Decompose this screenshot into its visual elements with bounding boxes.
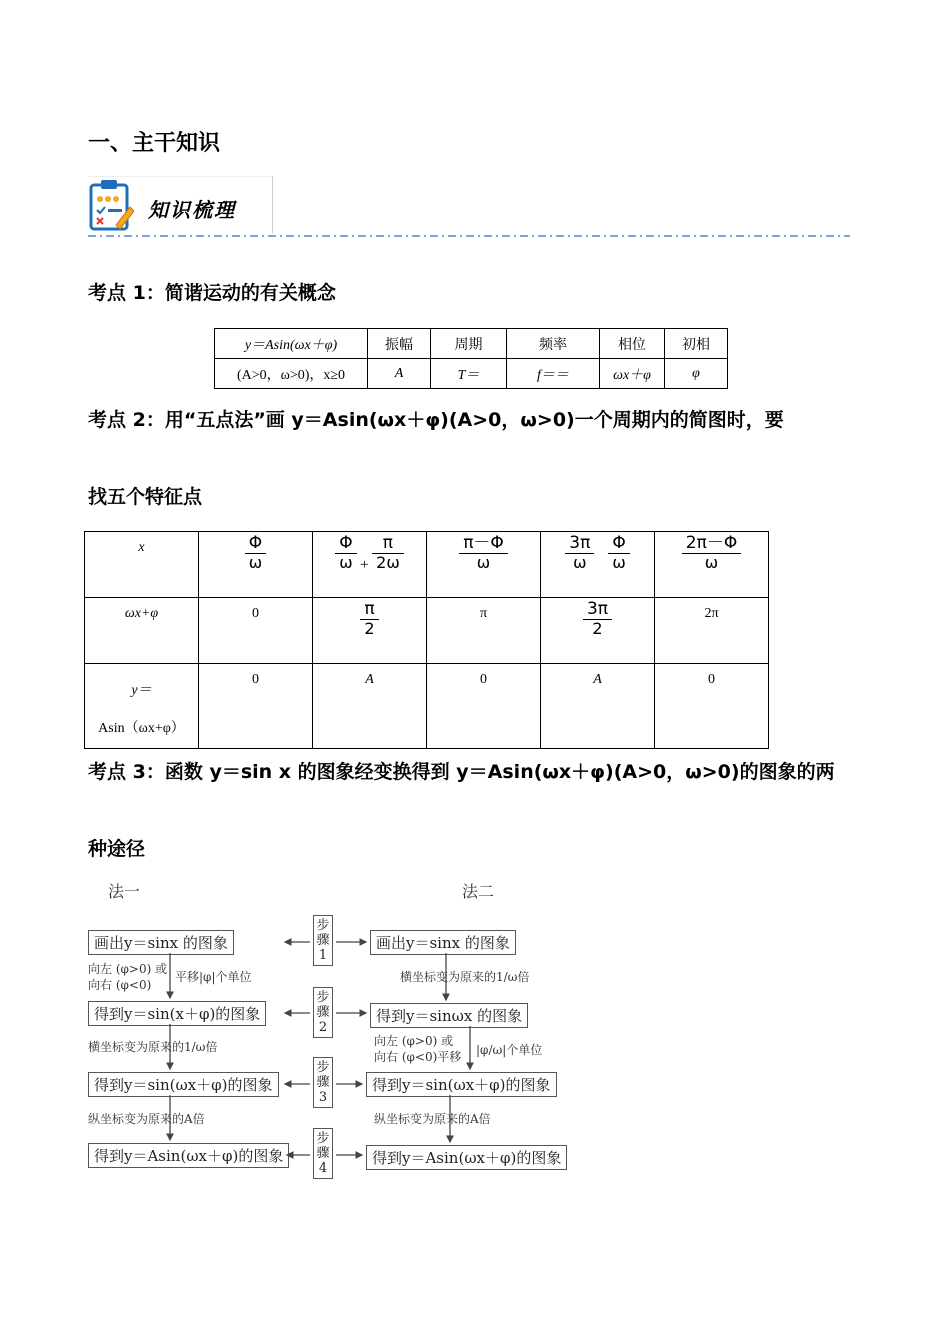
left-note-3: 平移|φ|个单位 [175,970,252,984]
step-4: 步骤4 [313,1128,333,1179]
section-title: 一、主干知识 [88,131,221,156]
x-cell-5: $\frac{2\pi-\Phi}{\omega}$ [655,532,769,598]
phase-cell-2: $\frac{\pi}{2}$ [313,598,427,664]
x-cell-1: $\frac{\Phi}{\omega}$ [199,532,313,598]
header-period: 周期 [431,329,507,359]
step-3: 步骤3 [313,1057,333,1108]
left-box-1: 画出y＝sinx 的图象 [88,930,234,955]
kp3-line1: 考点 3：函数 y＝sin x 的图象经变换得到 y＝Asin(ωx＋φ)(A>0，ω>0)的图象的两 [88,761,835,783]
kp1-title: 考点 1：简谐运动的有关概念 [88,282,336,304]
phase-cell-1: 0 [199,598,313,664]
banner-divider [88,233,850,239]
kp3-line2: 种途径 [88,838,146,860]
right-note-1: 横坐标变为原来的1/ω倍 [400,970,530,984]
header-amplitude: 振幅 [368,329,431,359]
y-cell-5: 0 [655,664,769,749]
y-cell-4: A [541,664,655,749]
right-box-2: 得到y＝sinωx 的图象 [370,1003,528,1028]
left-note-5: 纵坐标变为原来的A倍 [88,1112,205,1126]
x-cell-3: $\frac{\pi-\Phi}{\omega}$ [427,532,541,598]
step-1: 步骤1 [313,915,333,966]
x-cell-4: $\frac{3\pi}{\omega}$ $\frac{\Phi}{\omega}$ [541,532,655,598]
row-x-label: x [85,532,199,598]
formula-cell: y＝Asin(ωx＋φ) [215,329,368,359]
right-note-3: 向右 (φ<0)平移 [374,1050,462,1064]
value-period: T＝ [431,359,507,389]
value-frequency: f＝＝ [507,359,600,389]
y-cell-3: 0 [427,664,541,749]
row-y-label: y＝ Asin（ωx+φ） [85,664,199,749]
phase-cell-3: π [427,598,541,664]
right-note-4: |φ/ω|个单位 [476,1043,543,1057]
five-point-table [84,531,769,749]
condition-cell: (A>0，ω>0)，x≥0 [215,359,368,389]
left-note-2: 向右 (φ<0) [88,978,152,992]
row-phase-label: ωx+φ [85,598,199,664]
phase-cell-4: $\frac{3\pi}{2}$ [541,598,655,664]
right-box-4: 得到y＝Asin(ωx＋φ)的图象 [366,1145,567,1170]
step-2: 步骤2 [313,987,333,1038]
y-cell-2: A [313,664,427,749]
right-note-2: 向左 (φ>0) 或 [374,1034,454,1048]
concept-table [214,328,728,389]
method1-label: 法一 [108,882,141,901]
right-note-5: 纵坐标变为原来的A倍 [374,1112,491,1126]
banner-text: 知识梳理 [148,198,236,222]
method2-label: 法二 [462,882,495,901]
phase-cell-5: 2π [655,598,769,664]
x-cell-2: $\frac{\Phi}{\omega}$ + $\frac{\pi}{2\omega}$ [313,532,427,598]
left-box-2: 得到y＝sin(x＋φ)的图象 [88,1001,266,1026]
kp2-line2: 找五个特征点 [88,486,203,508]
left-note-4: 横坐标变为原来的1/ω倍 [88,1040,218,1054]
left-box-4: 得到y＝Asin(ωx＋φ)的图象 [88,1143,289,1168]
header-frequency: 频率 [507,329,600,359]
kp2-line1: 考点 2：用“五点法”画 y＝Asin(ωx＋φ)(A>0，ω>0)一个周期内的简图时，要 [88,409,784,431]
left-note-1: 向左 (φ>0) 或 [88,962,168,976]
header-phase: 相位 [600,329,665,359]
header-initial-phase: 初相 [665,329,728,359]
banner [88,176,273,233]
y-cell-1: 0 [199,664,313,749]
right-box-3: 得到y＝sin(ωx＋φ)的图象 [366,1072,557,1097]
left-box-3: 得到y＝sin(ωx＋φ)的图象 [88,1072,279,1097]
value-amplitude: A [368,359,431,389]
value-phase: ωx＋φ [600,359,665,389]
value-initial-phase: φ [665,359,728,389]
checklist-icon [88,179,134,231]
right-box-1: 画出y＝sinx 的图象 [370,930,516,955]
